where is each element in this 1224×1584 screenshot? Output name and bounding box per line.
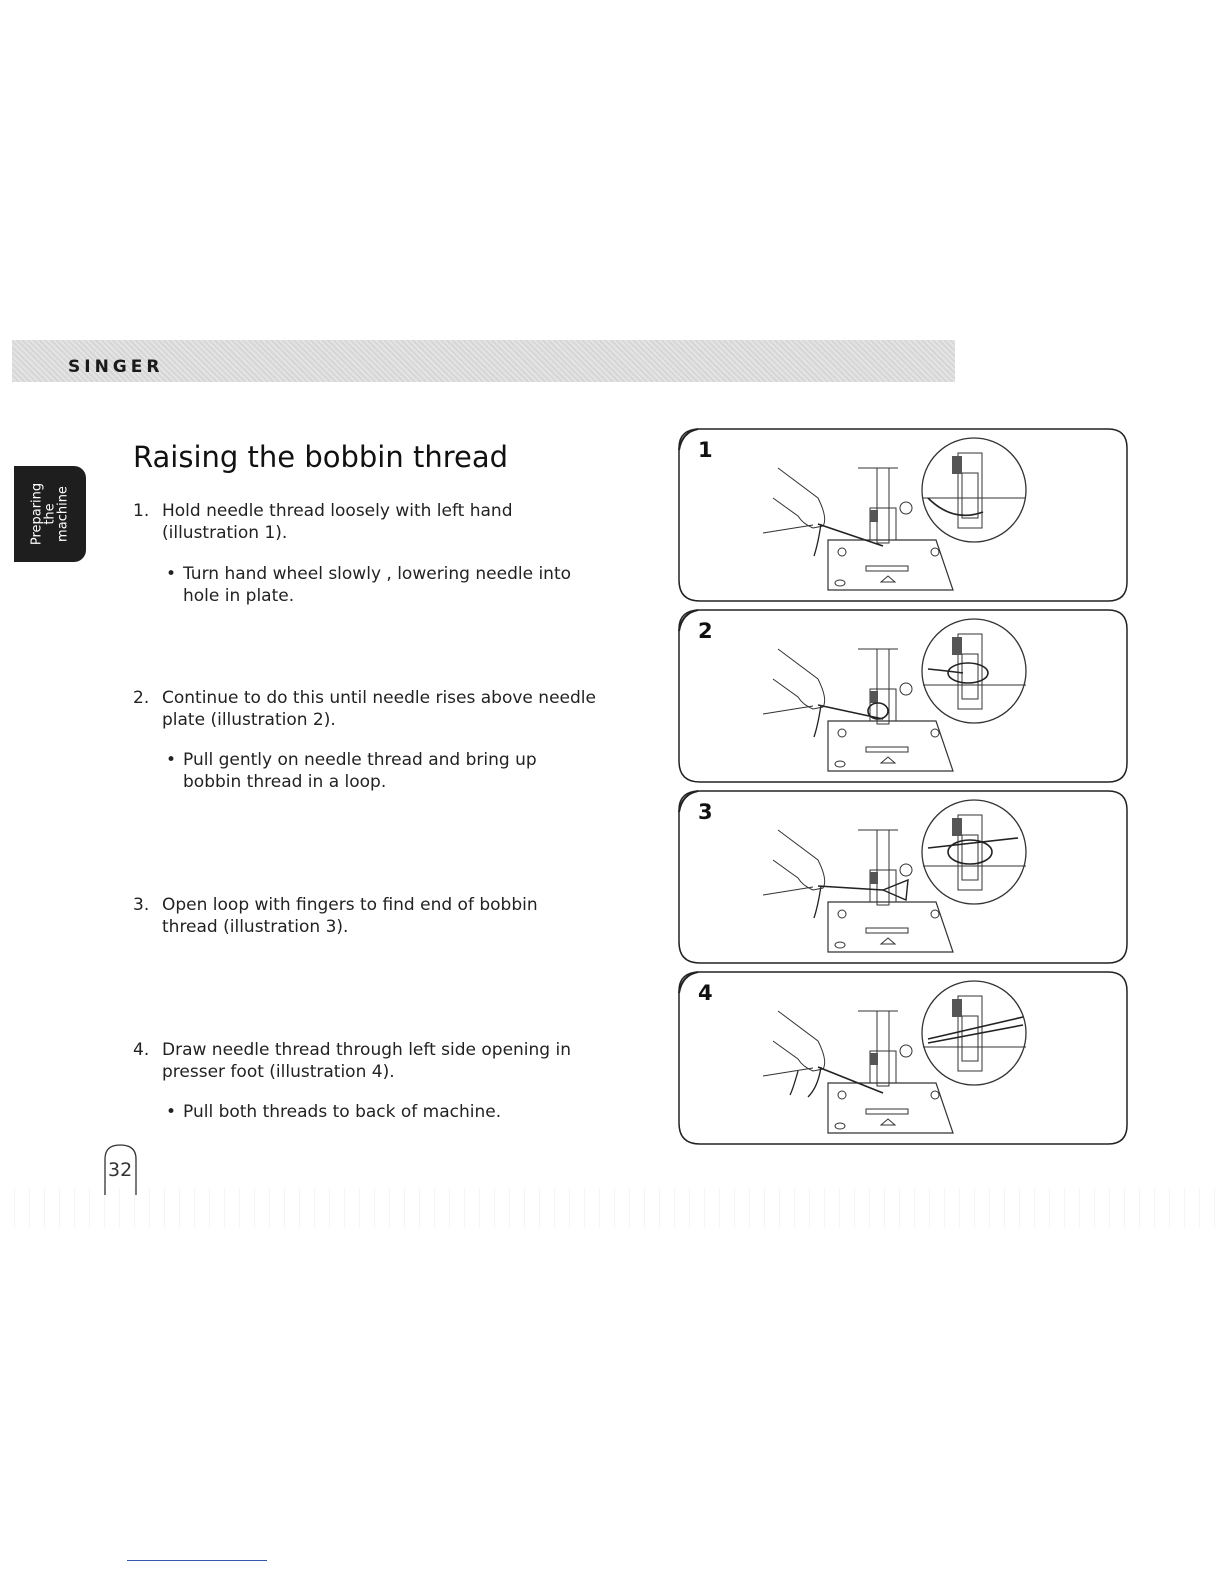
step-number: 3. (133, 895, 150, 915)
step-3 (133, 894, 598, 938)
section-tab-line-1: Preparing (29, 482, 45, 546)
step-2-bullet (166, 749, 598, 793)
section-tab-line-3: machine (55, 486, 71, 542)
step-text: Draw needle thread through left side opening in presser foot (illustration 4). (162, 1040, 571, 1082)
step-text: Continue to do this until needle rises above needle plate (illustration 2). (162, 688, 596, 730)
illustration-2-drawing (678, 609, 1128, 783)
illustration-4-drawing (678, 971, 1128, 1145)
step-4 (133, 1039, 598, 1083)
illustration-3-drawing (678, 790, 1128, 964)
illustration-label: 2 (698, 619, 713, 643)
bullet-dot: • (166, 750, 177, 770)
step-1-bullet (166, 563, 598, 607)
step-text: Hold needle thread loosely with left hand (illustration 1). (162, 501, 513, 543)
bullet-dot: • (166, 564, 177, 584)
illustration-2 (678, 609, 1128, 783)
step-text: Open loop with fingers to find end of bobbin thread (illustration 3). (162, 895, 538, 937)
step-number: 1. (133, 501, 150, 521)
illustration-4 (678, 971, 1128, 1145)
step-1 (133, 500, 598, 544)
step-2 (133, 687, 598, 731)
page-title: Raising the bobbin thread (133, 440, 509, 474)
bullet-text: Pull gently on needle thread and bring up bobbin thread in a loop. (183, 750, 537, 792)
bullet-text: Turn hand wheel slowly , lowering needle into hole in plate. (183, 564, 572, 606)
page-number: 32 (108, 1159, 133, 1181)
section-tab-line-2: the (42, 503, 58, 525)
brand-logo: SINGER (68, 357, 164, 377)
step-4-bullet (166, 1101, 598, 1123)
illustration-label: 3 (698, 800, 713, 824)
footer-rule (127, 1560, 267, 1561)
section-tab[interactable] (14, 466, 86, 562)
illustration-label: 4 (698, 981, 713, 1005)
illustration-1 (678, 428, 1128, 602)
step-number: 4. (133, 1040, 150, 1060)
illustration-3 (678, 790, 1128, 964)
step-number: 2. (133, 688, 150, 708)
scan-noise (0, 1188, 1224, 1228)
bullet-text: Pull both threads to back of machine. (183, 1102, 502, 1122)
illustration-label: 1 (698, 438, 713, 462)
illustration-1-drawing (678, 428, 1128, 602)
bullet-dot: • (166, 1102, 177, 1122)
